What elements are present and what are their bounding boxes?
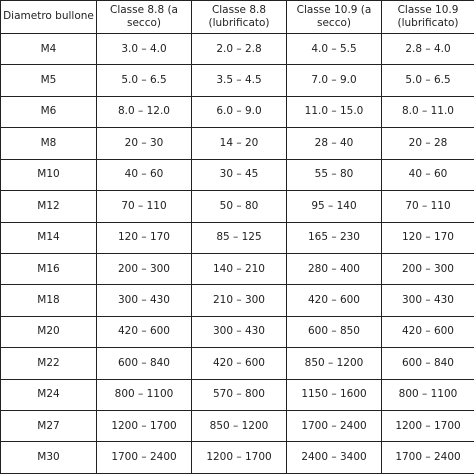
class-109-lubricated-cell: 600 – 840	[382, 348, 474, 379]
bolt-diameter-cell: M4	[1, 34, 97, 65]
class-109-dry-cell: 1150 – 1600	[287, 379, 382, 410]
table-row	[1, 65, 474, 96]
table-row	[1, 348, 474, 379]
class-88-lubricated-cell: 570 – 800	[192, 379, 287, 410]
class-88-dry-cell: 120 – 170	[97, 222, 192, 253]
class-109-lubricated-cell: 1200 – 1700	[382, 411, 474, 442]
bolt-diameter-cell: M24	[1, 379, 97, 410]
bolt-diameter-cell: M18	[1, 285, 97, 316]
class-88-lubricated-cell: 850 – 1200	[192, 411, 287, 442]
table-row	[1, 222, 474, 253]
header-class-88-dry: Classe 8.8 (a secco)	[97, 1, 192, 34]
table-row	[1, 128, 474, 159]
bolt-diameter-cell: M20	[1, 316, 97, 347]
bolt-diameter-cell: M5	[1, 65, 97, 96]
class-88-lubricated-cell: 14 – 20	[192, 128, 287, 159]
class-109-dry-cell: 28 – 40	[287, 128, 382, 159]
class-88-lubricated-cell: 300 – 430	[192, 316, 287, 347]
table-header	[1, 1, 474, 34]
class-109-lubricated-cell: 800 – 1100	[382, 379, 474, 410]
bolt-diameter-cell: M30	[1, 442, 97, 474]
class-109-lubricated-cell: 200 – 300	[382, 253, 474, 284]
bolt-diameter-cell: M16	[1, 253, 97, 284]
class-109-lubricated-cell: 420 – 600	[382, 316, 474, 347]
class-109-dry-cell: 600 – 850	[287, 316, 382, 347]
bolt-diameter-cell: M8	[1, 128, 97, 159]
class-109-lubricated-cell: 5.0 – 6.5	[382, 65, 474, 96]
class-109-dry-cell: 95 – 140	[287, 191, 382, 222]
class-109-dry-cell: 420 – 600	[287, 285, 382, 316]
class-109-lubricated-cell: 20 – 28	[382, 128, 474, 159]
class-109-dry-cell: 2400 – 3400	[287, 442, 382, 474]
bolt-diameter-cell: M22	[1, 348, 97, 379]
class-88-lubricated-cell: 210 – 300	[192, 285, 287, 316]
header-bolt-diameter: Diametro bullone	[1, 1, 97, 34]
class-88-lubricated-cell: 30 – 45	[192, 159, 287, 190]
table-row	[1, 285, 474, 316]
class-109-dry-cell: 55 – 80	[287, 159, 382, 190]
class-88-lubricated-cell: 85 – 125	[192, 222, 287, 253]
class-88-dry-cell: 70 – 110	[97, 191, 192, 222]
header-row	[1, 1, 474, 34]
class-109-dry-cell: 7.0 – 9.0	[287, 65, 382, 96]
class-88-lubricated-cell: 140 – 210	[192, 253, 287, 284]
class-88-lubricated-cell: 1200 – 1700	[192, 442, 287, 474]
class-88-dry-cell: 8.0 – 12.0	[97, 96, 192, 127]
class-109-dry-cell: 1700 – 2400	[287, 411, 382, 442]
table-row	[1, 411, 474, 442]
class-88-dry-cell: 600 – 840	[97, 348, 192, 379]
table-row	[1, 34, 474, 65]
class-88-lubricated-cell: 3.5 – 4.5	[192, 65, 287, 96]
class-109-dry-cell: 280 – 400	[287, 253, 382, 284]
class-88-dry-cell: 300 – 430	[97, 285, 192, 316]
class-109-dry-cell: 165 – 230	[287, 222, 382, 253]
table-row	[1, 442, 474, 474]
class-88-lubricated-cell: 6.0 – 9.0	[192, 96, 287, 127]
class-109-dry-cell: 4.0 – 5.5	[287, 34, 382, 65]
class-88-dry-cell: 3.0 – 4.0	[97, 34, 192, 65]
class-88-dry-cell: 1200 – 1700	[97, 411, 192, 442]
table-row	[1, 316, 474, 347]
bolt-diameter-cell: M10	[1, 159, 97, 190]
class-88-dry-cell: 200 – 300	[97, 253, 192, 284]
class-109-lubricated-cell: 40 – 60	[382, 159, 474, 190]
class-109-dry-cell: 11.0 – 15.0	[287, 96, 382, 127]
bolt-diameter-cell: M14	[1, 222, 97, 253]
table-row	[1, 96, 474, 127]
class-109-lubricated-cell: 2.8 – 4.0	[382, 34, 474, 65]
header-class-109-dry: Classe 10.9 (a secco)	[287, 1, 382, 34]
bolt-diameter-cell: M27	[1, 411, 97, 442]
class-109-lubricated-cell: 70 – 110	[382, 191, 474, 222]
class-88-lubricated-cell: 50 – 80	[192, 191, 287, 222]
class-88-dry-cell: 800 – 1100	[97, 379, 192, 410]
class-88-dry-cell: 20 – 30	[97, 128, 192, 159]
table-body	[1, 34, 474, 474]
class-109-lubricated-cell: 300 – 430	[382, 285, 474, 316]
bolt-diameter-cell: M12	[1, 191, 97, 222]
class-88-dry-cell: 40 – 60	[97, 159, 192, 190]
table-row	[1, 191, 474, 222]
header-class-88-lubricated: Classe 8.8 (lubrificato)	[192, 1, 287, 34]
class-88-dry-cell: 1700 – 2400	[97, 442, 192, 474]
class-88-lubricated-cell: 2.0 – 2.8	[192, 34, 287, 65]
class-88-dry-cell: 420 – 600	[97, 316, 192, 347]
table-row	[1, 159, 474, 190]
class-109-lubricated-cell: 8.0 – 11.0	[382, 96, 474, 127]
table-row	[1, 379, 474, 410]
bolt-diameter-cell: M6	[1, 96, 97, 127]
class-109-lubricated-cell: 120 – 170	[382, 222, 474, 253]
header-class-109-lubricated: Classe 10.9 (lubrificato)	[382, 1, 474, 34]
class-88-lubricated-cell: 420 – 600	[192, 348, 287, 379]
class-88-dry-cell: 5.0 – 6.5	[97, 65, 192, 96]
class-109-lubricated-cell: 1700 – 2400	[382, 442, 474, 474]
table-row	[1, 253, 474, 284]
class-109-dry-cell: 850 – 1200	[287, 348, 382, 379]
